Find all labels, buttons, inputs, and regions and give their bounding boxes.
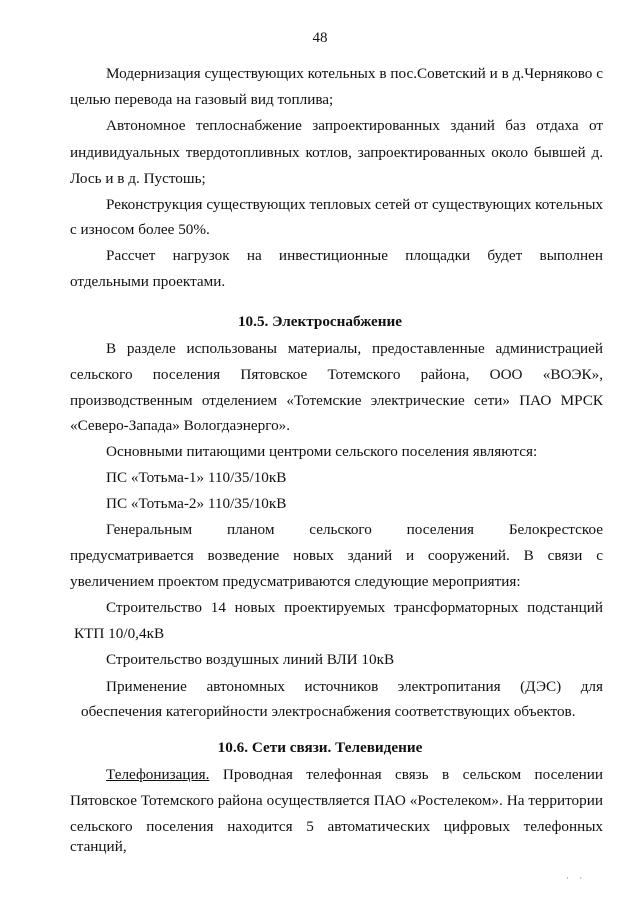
s105-p4-line-1: Строительство 14 новых проектируемых трансформаторных подстанций bbox=[106, 599, 603, 616]
s105-p2: Основными питающими центроми сельского поселения являются: bbox=[106, 443, 538, 460]
scan-marks: · · bbox=[566, 873, 587, 883]
s105-substation-2: ПС «Тотьма-2» 110/35/10кВ bbox=[106, 495, 287, 512]
s105-p5: Строительство воздушных линий ВЛИ 10кВ bbox=[106, 651, 395, 668]
p4-line-1: Рассчет нагрузок на инвестиционные площадки будет выполнен bbox=[106, 247, 603, 264]
p3-line-2: с износом более 50%. bbox=[70, 221, 210, 238]
p4-line-2: отдельными проектами. bbox=[70, 273, 226, 290]
s105-substation-1: ПС «Тотьма-1» 110/35/10кВ bbox=[106, 469, 287, 486]
telephonization-lead: Телефонизация. bbox=[106, 766, 210, 783]
page-number: 48 bbox=[312, 30, 328, 46]
s105-p1-line-1: В разделе использованы материалы, предоставленные администрацией bbox=[106, 340, 603, 357]
s105-p6-line-2: обеспечения категорийности электроснабжения соответствующих объектов. bbox=[81, 703, 576, 720]
p1-line-1: Модернизация существующих котельных в пос.Советский и в д.Черняково с bbox=[106, 65, 603, 82]
s105-p3-line-2: предусматривается возведение новых зданий и сооружений. В связи с bbox=[70, 547, 603, 564]
s105-p1-line-3: производственным отделением «Тотемские электрические сети» ПАО МРСК bbox=[70, 392, 603, 409]
section-10-6-heading: 10.6. Сети связи. Телевидение bbox=[217, 739, 423, 756]
section-10-5-heading: 10.5. Электроснабжение bbox=[237, 313, 403, 330]
p1-line-2: целью перевода на газовый вид топлива; bbox=[70, 91, 334, 108]
s106-p1-line-3: сельского поселения находится 5 автоматических цифровых телефонных станций, bbox=[70, 818, 603, 855]
p2-line-3: Лось и в д. Пустошь; bbox=[70, 170, 206, 187]
s105-p6-line-1: Применение автономных источников электропитания (ДЭС) для bbox=[106, 678, 603, 695]
s106-p1-line-1 bbox=[106, 765, 603, 785]
p3-line-1: Реконструкция существующих тепловых сетей от существующих котельных bbox=[106, 196, 603, 213]
s106-p1-line-2: Пятовское Тотемского района осуществляется ПАО «Ростелеком». На территории bbox=[70, 792, 603, 809]
s106-p1-line-1-rest: Проводная телефонная связь в сельском поселении bbox=[209, 766, 603, 783]
p2-line-1: Автономное теплоснабжение запроектированных зданий баз отдаха от bbox=[106, 117, 603, 134]
s105-p1-line-2: сельского поселения Пятовское Тотемского района, ООО «ВОЭК», bbox=[70, 366, 603, 383]
s105-p3-line-3: увеличением проектом предусматриваются следующие мероприятия: bbox=[70, 573, 521, 590]
p2-line-2: индивидуальных твердотопливных котлов, запроектированных около бывшей д. bbox=[70, 144, 603, 161]
s105-p3-line-1: Генеральным планом сельского поселения Белокрестское bbox=[106, 521, 603, 538]
s105-p4-line-2: КТП 10/0,4кВ bbox=[74, 625, 165, 642]
s105-p1-line-4: «Северо-Запада» Вологдаэнерго». bbox=[70, 417, 291, 434]
